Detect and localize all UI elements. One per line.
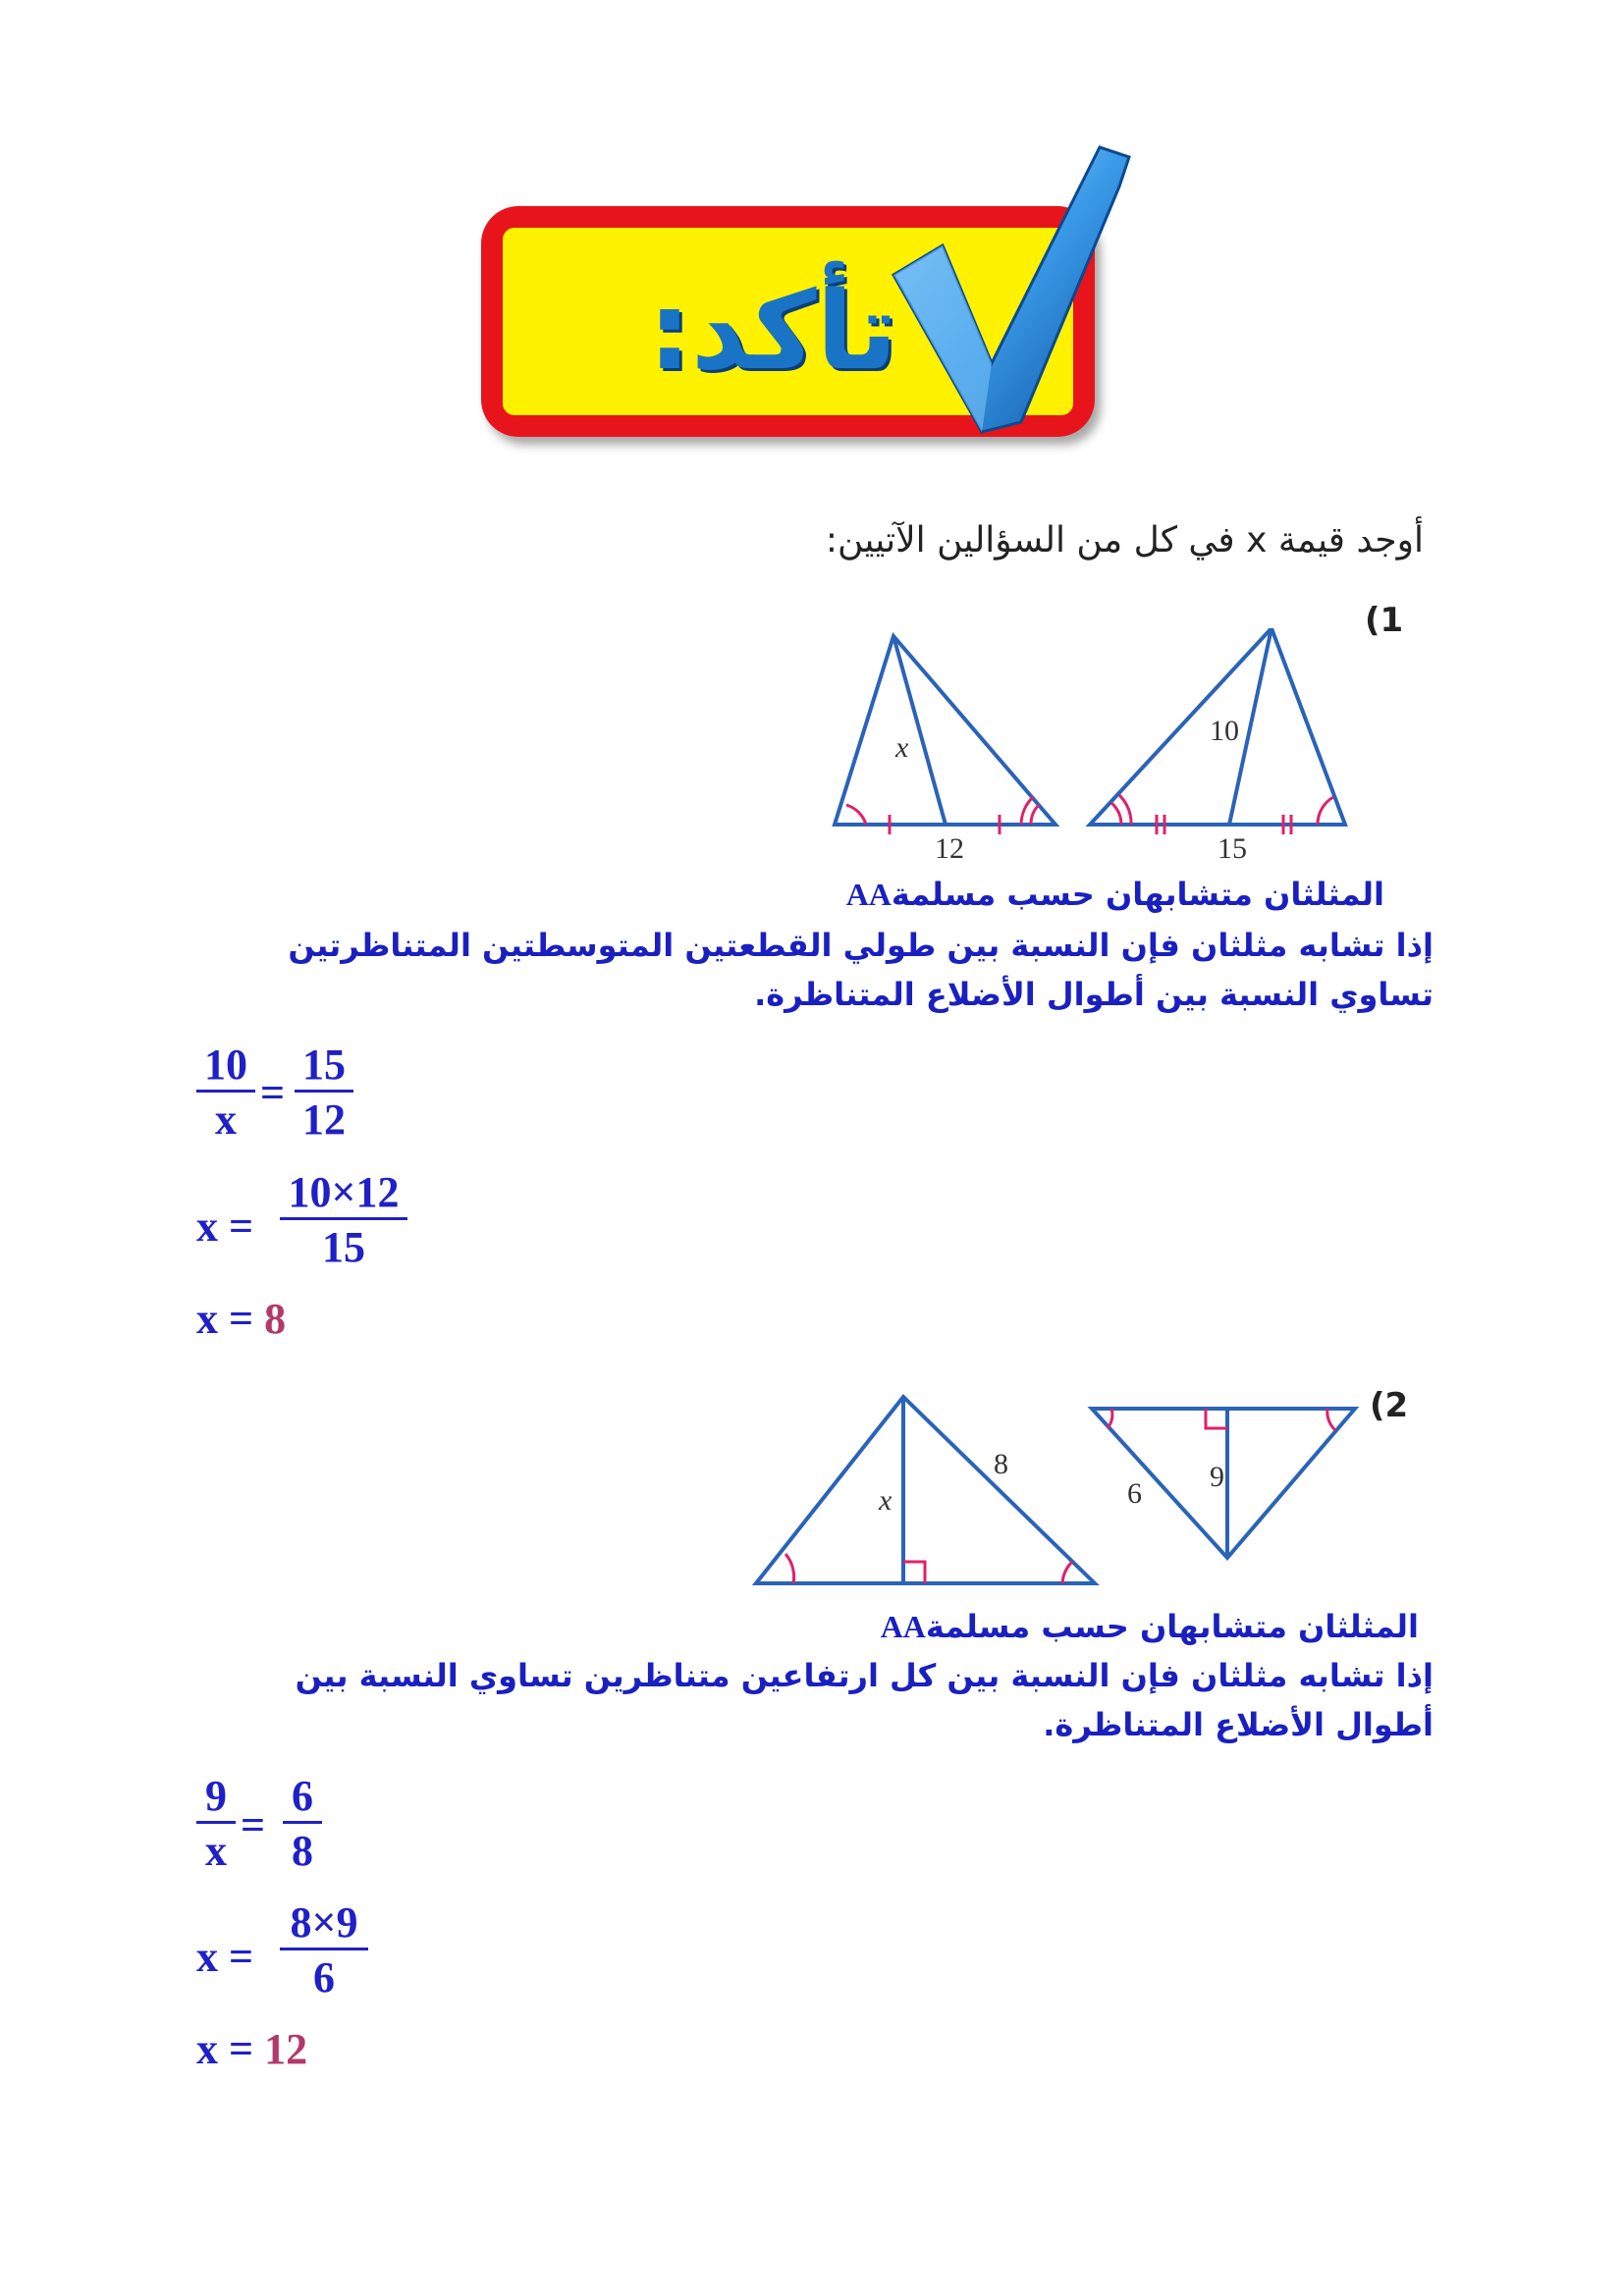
q1-line1: إذا تشابه مثلثان فإن النسبة بين طولي القطعتين المتوسطتين المتناظرتين — [288, 927, 1434, 964]
q1-line2: تساوي النسبة بين أطوال الأضلاع المتناظرة. — [754, 976, 1434, 1013]
q1-label-15: 15 — [1217, 832, 1247, 865]
q2-label-6: 6 — [1127, 1477, 1142, 1510]
q2-figure — [746, 1389, 1375, 1595]
q1-eq1-left-fraction: 10 x — [196, 1041, 255, 1148]
banner-title: تأكد: — [647, 268, 898, 394]
q2-line2: أطوال الأضلاع المتناظرة. — [1043, 1706, 1434, 1743]
q1-answer: 8 — [264, 1295, 287, 1343]
q1-label-12: 12 — [935, 832, 964, 865]
q1-label-x: x — [895, 731, 909, 764]
q2-answer: 12 — [264, 2025, 308, 2073]
q1-left-angle-mark — [846, 805, 866, 825]
q2-title-aa: AA — [880, 1609, 926, 1644]
q2-eq1-right-fraction: 6 8 — [283, 1772, 322, 1879]
q1-title-aa: AA — [845, 877, 892, 912]
instructions: أوجد قيمة x في كل من السؤالين الآتيين: — [825, 520, 1424, 561]
checkmark-icon — [874, 137, 1168, 452]
q2-label-x: x — [879, 1484, 893, 1517]
q2-title-text: المثلثان متشابهان حسب مسلمة — [925, 1608, 1419, 1645]
q2-left-triangle — [756, 1397, 1095, 1583]
q2-eq3: x = 12 — [196, 2025, 308, 2073]
q1-eq2-fraction: 10×12 15 — [280, 1168, 407, 1275]
q2-similarity-statement — [589, 1602, 1419, 1651]
q1-left-triangle — [835, 636, 1055, 825]
q1-eq1-right-fraction: 15 12 — [295, 1041, 353, 1148]
q1-label-10: 10 — [1210, 715, 1239, 747]
q2-eq2-lhs: x = — [196, 1933, 254, 1981]
q2-right-angle-mark — [903, 1562, 925, 1583]
question-1-number: (1 — [1365, 601, 1404, 640]
q2-eq2-fraction: 8×9 6 — [280, 1898, 368, 2005]
q1-eq1-equals: = — [260, 1069, 286, 1117]
q2-eq1-equals: = — [241, 1801, 266, 1849]
q1-similarity-statement — [589, 870, 1384, 919]
q2-label-9: 9 — [1210, 1461, 1224, 1493]
question-2-number: (2 — [1370, 1386, 1409, 1425]
q2-label-8: 8 — [994, 1448, 1008, 1480]
q1-eq2-lhs: x = — [196, 1202, 254, 1251]
q1-title-text: المثلثان متشابهان حسب مسلمة — [891, 876, 1384, 913]
q2-eq1-left-fraction: 9 x — [196, 1772, 236, 1879]
q1-eq3: x = 8 — [196, 1295, 287, 1343]
q2-line1: إذا تشابه مثلثان فإن النسبة بين كل ارتفاعين متناظرين تساوي النسبة بين — [295, 1657, 1434, 1694]
